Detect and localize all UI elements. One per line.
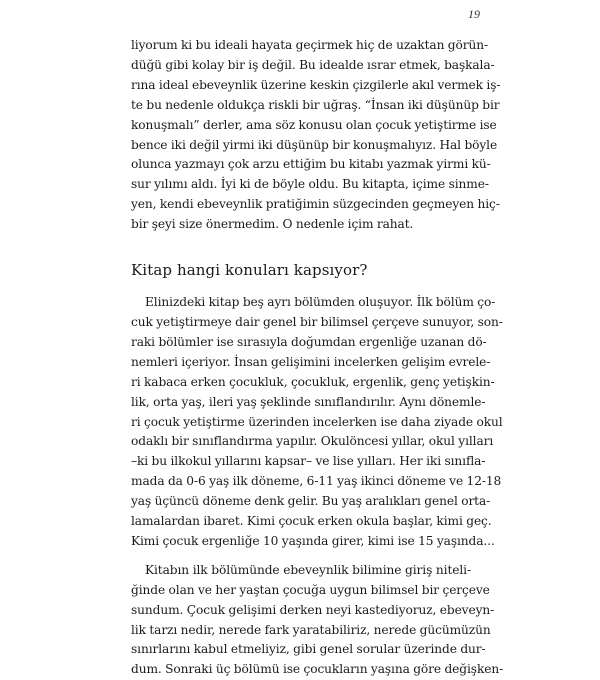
text-line: yaş üçüncü döneme denk gelir. Bu yaş aralıkları genel orta-	[131, 494, 491, 509]
text-line: sınırlarını kabul etmeliyiz, gibi genel sorular üzerinde dur-	[131, 642, 486, 657]
page-number: 19	[468, 7, 480, 21]
text-line: bir şeyi size önermedim. O nedenle içim rahat.	[131, 217, 414, 232]
text-line: sur yılımı aldı. İyi ki de böyle oldu. Bu kitapta, içime sinme-	[131, 177, 489, 192]
text-line: ri kabaca erken çocukluk, çocukluk, ergenlik, genç yetişkin-	[131, 374, 495, 389]
text-line: lik tarzı nedir, nerede fark yaratabiliriz, nerede gücümüzün	[131, 622, 491, 637]
text-line: rına ideal ebeveynlik üzerine keskin çizgilerle akıl vermek iş-	[131, 77, 501, 92]
text-line: Elinizdeki kitap beş ayrı bölümden oluşuyor. İlk bölüm ço-	[145, 295, 496, 310]
text-line: yen, kendi ebeveynlik pratiğimin süzgecinden geçmeyen hiç-	[131, 197, 500, 212]
text-line: Kitabın ilk bölümünde ebeveynlik bilimine giriş niteli-	[145, 562, 471, 577]
page-body	[131, 36, 504, 680]
text-line: Kimi çocuk ergenliğe 10 yaşında girer, kimi ise 15 yaşında...	[131, 533, 495, 548]
text-line: konuşmalı” derler, ama söz konusu olan çocuk yetiştirme ise	[131, 117, 497, 132]
paragraph	[131, 293, 503, 552]
text-line: raki bölümler ise sırasıyla doğumdan ergenliğe uzanan dö-	[131, 334, 487, 349]
text-line: bence iki değil yirmi iki düşünüp bir konuşmalıyız. Hal böyle	[131, 137, 498, 152]
paragraph-spacer	[131, 552, 471, 561]
text-line: lik, orta yaş, ileri yaş şeklinde sınıflandırılır. Aynı dönemle-	[131, 394, 486, 409]
text-line: ri çocuk yetiştirme üzerinden incelerken ise daha ziyade okul	[131, 414, 503, 429]
text-line: nemleri içeriyor. İnsan gelişimini incelerken gelişim evrele-	[131, 354, 491, 369]
text-line: –ki bu ilkokul yıllarını kapsar– ve lise yılları. Her iki sınıfla-	[131, 454, 486, 469]
text-line: olunca yazmayı çok arzu ettiğim bu kitabı yazmak yirmi kü-	[131, 157, 491, 172]
text-line: düğü gibi kolay bir iş değil. Bu idealde ısrar etmek, başkala-	[131, 57, 495, 72]
text-line: ğinde olan ve her yaştan çocuğa uygun bilimsel bir çerçeve	[131, 582, 490, 597]
text-line: dum. Sonraki üç bölümü ise çocukların yaşına göre değişken-	[131, 662, 504, 677]
text-line: lamalardan ibaret. Kimi çocuk erken okula başlar, kimi geç.	[131, 514, 492, 529]
text-line: liyorum ki bu ideali hayata geçirmek hiç de uzaktan görün-	[131, 38, 488, 52]
paragraph	[131, 561, 504, 680]
text-line: mada da 0-6 yaş ilk döneme, 6-11 yaş ikinci döneme ve 12-18	[131, 474, 502, 489]
text-line: sundum. Çocuk gelişimi derken neyi kastediyoruz, ebeveyn-	[131, 602, 495, 617]
text-line: te bu nedenle oldukça riskli bir uğraş. “İnsan iki düşünüp bir	[131, 97, 500, 112]
section-heading: Kitap hangi konuları kapsıyor?	[131, 261, 368, 280]
text-line: odaklı bir sınıflandırma yapılır. Okulöncesi yıllar, okul yılları	[131, 434, 494, 449]
text-line: cuk yetiştirmeye dair genel bir bilimsel çerçeve sunuyor, son-	[131, 314, 503, 329]
paragraph	[131, 36, 501, 235]
